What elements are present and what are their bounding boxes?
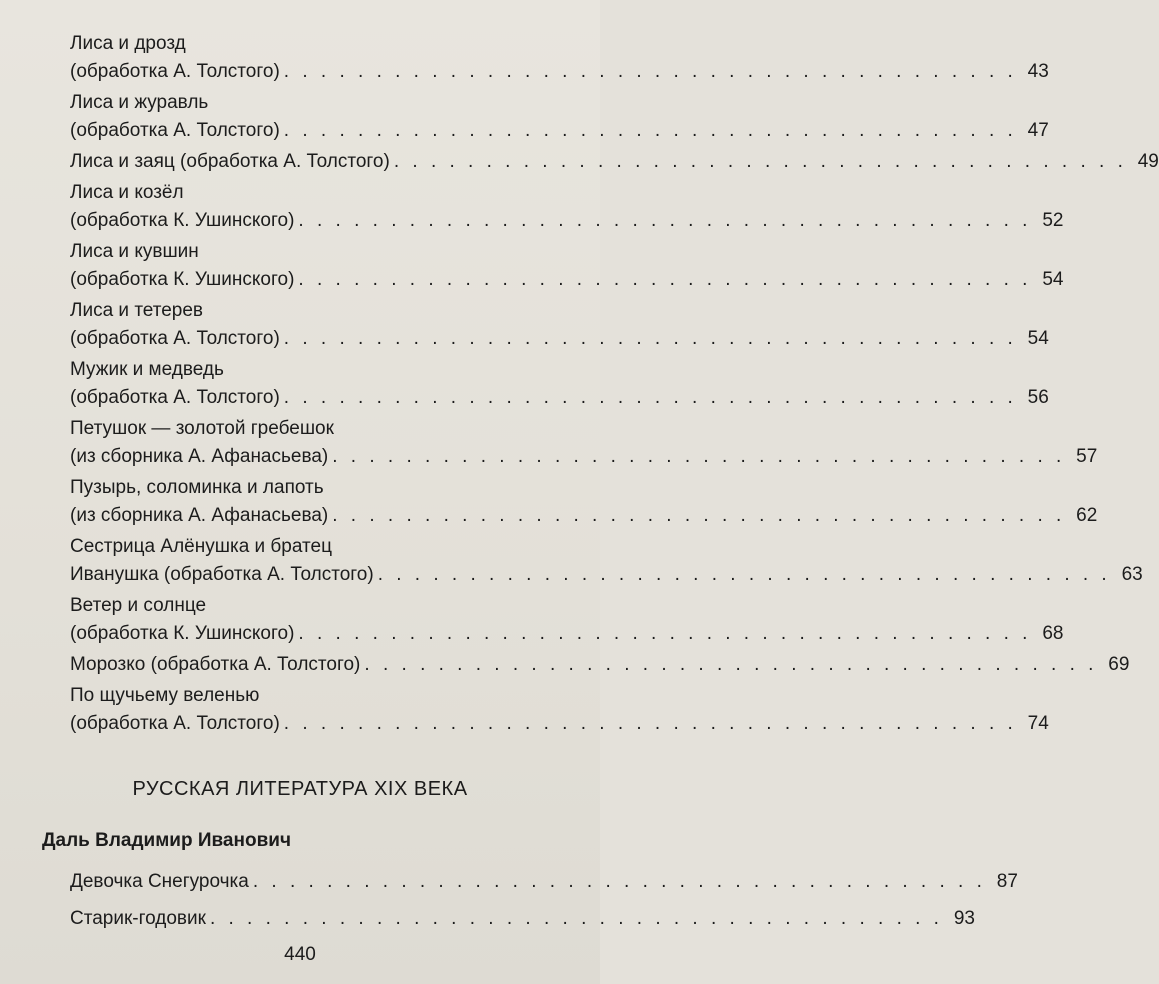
toc-page-number: 54 — [1027, 328, 1049, 349]
toc-page-number: 52 — [1042, 210, 1064, 231]
dot-leader: . . . . . . . . . . . . . . . . . . . . . . . . . . . . . . . . . . . . . . . . — [332, 446, 1066, 467]
page-number: 440 — [284, 944, 316, 965]
toc-entry-title-line: (обработка А. Толстого) — [70, 713, 280, 734]
dot-leader: . . . . . . . . . . . . . . . . . . . . . . . . . . . . . . . . . . . . . . . . — [252, 871, 986, 892]
author-heading: Даль Владимир Иванович — [42, 830, 291, 851]
toc-entry-title-line: Морозко (обработка А. Толстого) — [70, 654, 361, 675]
toc-entry-title-line: Сестрица Алёнушка и братец — [70, 536, 332, 557]
toc-entry-title-line: (обработка К. Ушинского) — [70, 623, 295, 644]
toc-entry-title-line: (обработка А. Толстого) — [70, 387, 280, 408]
toc-entry-title-line: Пузырь, соломинка и лапоть — [70, 477, 324, 498]
toc-entry — [70, 356, 1049, 412]
toc-page-number: 43 — [1027, 61, 1049, 82]
toc-entry — [70, 148, 1159, 176]
toc-page-number: 87 — [996, 871, 1018, 892]
toc-page-number: 69 — [1108, 654, 1130, 675]
toc-entry — [70, 30, 1049, 86]
toc-page-number: 57 — [1076, 446, 1098, 467]
toc-page-number: 49 — [1137, 151, 1159, 172]
toc-entry-title-line: (обработка А. Толстого) — [70, 328, 280, 349]
toc-entry — [70, 592, 1064, 648]
toc-entry-title-line: Лиса и кувшин — [70, 241, 199, 262]
toc-entry-title-line: Старик-годовик — [70, 908, 206, 929]
dot-leader: . . . . . . . . . . . . . . . . . . . . . . . . . . . . . . . . . . . . . . . . — [298, 269, 1032, 290]
toc-entry-title-line: (обработка К. Ушинского) — [70, 210, 295, 231]
toc-entry — [70, 179, 1064, 235]
toc-entry-title-line: (из сборника А. Афанасьева) — [70, 446, 329, 467]
toc-entry-title-line: (из сборника А. Афанасьева) — [70, 505, 329, 526]
toc-list-author — [70, 868, 1018, 942]
toc-entry-title-line: Ветер и солнце — [70, 595, 207, 616]
section-title: РУССКАЯ ЛИТЕРАТУРА XIX ВЕКА — [132, 778, 468, 800]
toc-entry — [70, 238, 1064, 294]
dot-leader: . . . . . . . . . . . . . . . . . . . . . . . . . . . . . . . . . . . . . . . . — [298, 623, 1032, 644]
toc-entry-title-line: Лиса и заяц (обработка А. Толстого) — [70, 151, 390, 172]
toc-entry — [70, 415, 1098, 471]
dot-leader: . . . . . . . . . . . . . . . . . . . . . . . . . . . . . . . . . . . . . . . . — [209, 908, 943, 929]
toc-entry-title-line: Лиса и журавль — [70, 92, 209, 113]
toc-entry — [70, 533, 1143, 589]
dot-leader: . . . . . . . . . . . . . . . . . . . . . . . . . . . . . . . . . . . . . . . . — [283, 120, 1017, 141]
dot-leader: . . . . . . . . . . . . . . . . . . . . . . . . . . . . . . . . . . . . . . . . — [283, 713, 1017, 734]
toc-entry — [70, 682, 1049, 738]
toc-entry — [70, 651, 1130, 679]
toc-entry-title-line: Иванушка (обработка А. Толстого) — [70, 564, 374, 585]
toc-page-number: 68 — [1042, 623, 1064, 644]
toc-entry-title-line: (обработка А. Толстого) — [70, 120, 280, 141]
toc-entry-title-line: Мужик и медведь — [70, 359, 224, 380]
dot-leader: . . . . . . . . . . . . . . . . . . . . . . . . . . . . . . . . . . . . . . . . — [332, 505, 1066, 526]
dot-leader: . . . . . . . . . . . . . . . . . . . . . . . . . . . . . . . . . . . . . . . . — [393, 151, 1127, 172]
toc-entry — [70, 297, 1049, 353]
dot-leader: . . . . . . . . . . . . . . . . . . . . . . . . . . . . . . . . . . . . . . . . — [298, 210, 1032, 231]
toc-entry — [70, 474, 1098, 530]
toc-entry-title-line: Лиса и козёл — [70, 182, 184, 203]
toc-entry-title-line: (обработка К. Ушинского) — [70, 269, 295, 290]
dot-leader: . . . . . . . . . . . . . . . . . . . . . . . . . . . . . . . . . . . . . . . . — [377, 564, 1111, 585]
toc-entry-title-line: По щучьему веленью — [70, 685, 260, 706]
toc-page-number: 93 — [953, 908, 975, 929]
toc-entry-title-line: Петушок — золотой гребешок — [70, 418, 334, 439]
toc-page-number: 47 — [1027, 120, 1049, 141]
toc-list — [70, 30, 1159, 741]
dot-leader: . . . . . . . . . . . . . . . . . . . . . . . . . . . . . . . . . . . . . . . . — [283, 387, 1017, 408]
dot-leader: . . . . . . . . . . . . . . . . . . . . . . . . . . . . . . . . . . . . . . . . — [283, 328, 1017, 349]
toc-page-number: 54 — [1042, 269, 1064, 290]
toc-entry — [70, 868, 1018, 896]
toc-page-number: 56 — [1027, 387, 1049, 408]
toc-entry — [70, 905, 975, 933]
toc-page-number: 74 — [1027, 713, 1049, 734]
dot-leader: . . . . . . . . . . . . . . . . . . . . . . . . . . . . . . . . . . . . . . . . — [283, 61, 1017, 82]
toc-page-number: 63 — [1121, 564, 1143, 585]
toc-entry-title-line: Лиса и тетерев — [70, 300, 204, 321]
dot-leader: . . . . . . . . . . . . . . . . . . . . . . . . . . . . . . . . . . . . . . . . — [364, 654, 1098, 675]
toc-entry — [70, 89, 1049, 145]
toc-page-number: 62 — [1076, 505, 1098, 526]
toc-entry-title-line: Девочка Снегурочка — [70, 871, 249, 892]
toc-entry-title-line: Лиса и дрозд — [70, 33, 186, 54]
toc-entry-title-line: (обработка А. Толстого) — [70, 61, 280, 82]
